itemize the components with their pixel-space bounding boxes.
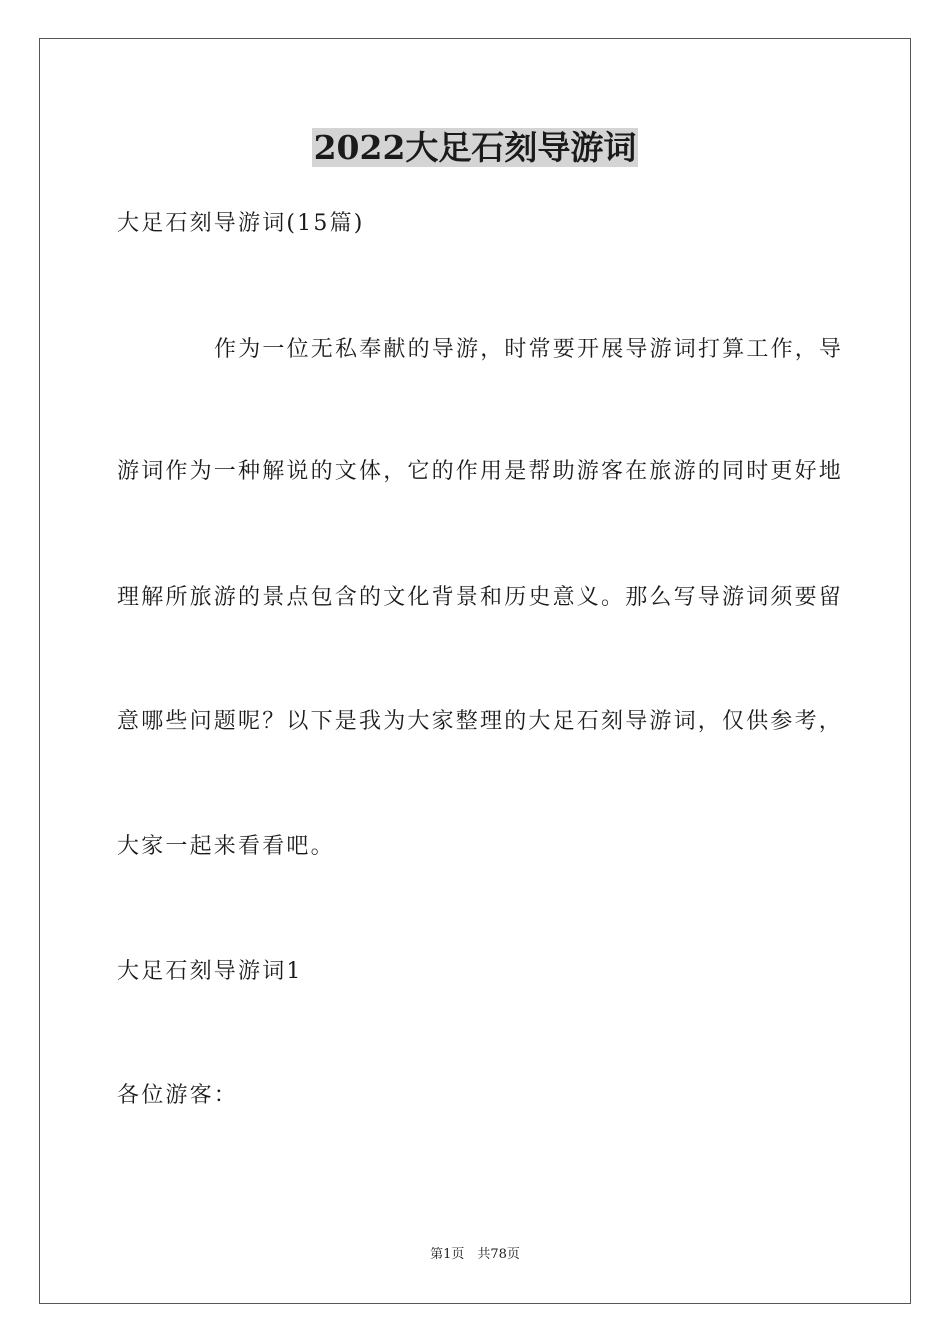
document-title xyxy=(0,126,950,170)
intro-line-3: 理解所旅游的景点包含的文化背景和历史意义。那么写导游词须要留 xyxy=(117,585,844,610)
intro-line-1: 作为一位无私奉献的导游，时常要开展导游词打算工作，导 xyxy=(214,337,844,362)
intro-line-5: 大家一起来看看吧。 xyxy=(117,834,335,859)
page-footer: 第1页 共78页 xyxy=(430,1247,520,1262)
document-subtitle: 大足石刻导游词(15篇) xyxy=(117,211,365,236)
greeting: 各位游客： xyxy=(117,1083,239,1108)
intro-line-2: 游词作为一种解说的文体，它的作用是帮助游客在旅游的同时更好地 xyxy=(117,459,844,484)
section-heading: 大足石刻导游词1 xyxy=(117,959,303,984)
intro-line-4: 意哪些问题呢？以下是我为大家整理的大足石刻导游词，仅供参考， xyxy=(117,709,844,734)
document-title-text: 2022大足石刻导游词 xyxy=(313,128,637,167)
